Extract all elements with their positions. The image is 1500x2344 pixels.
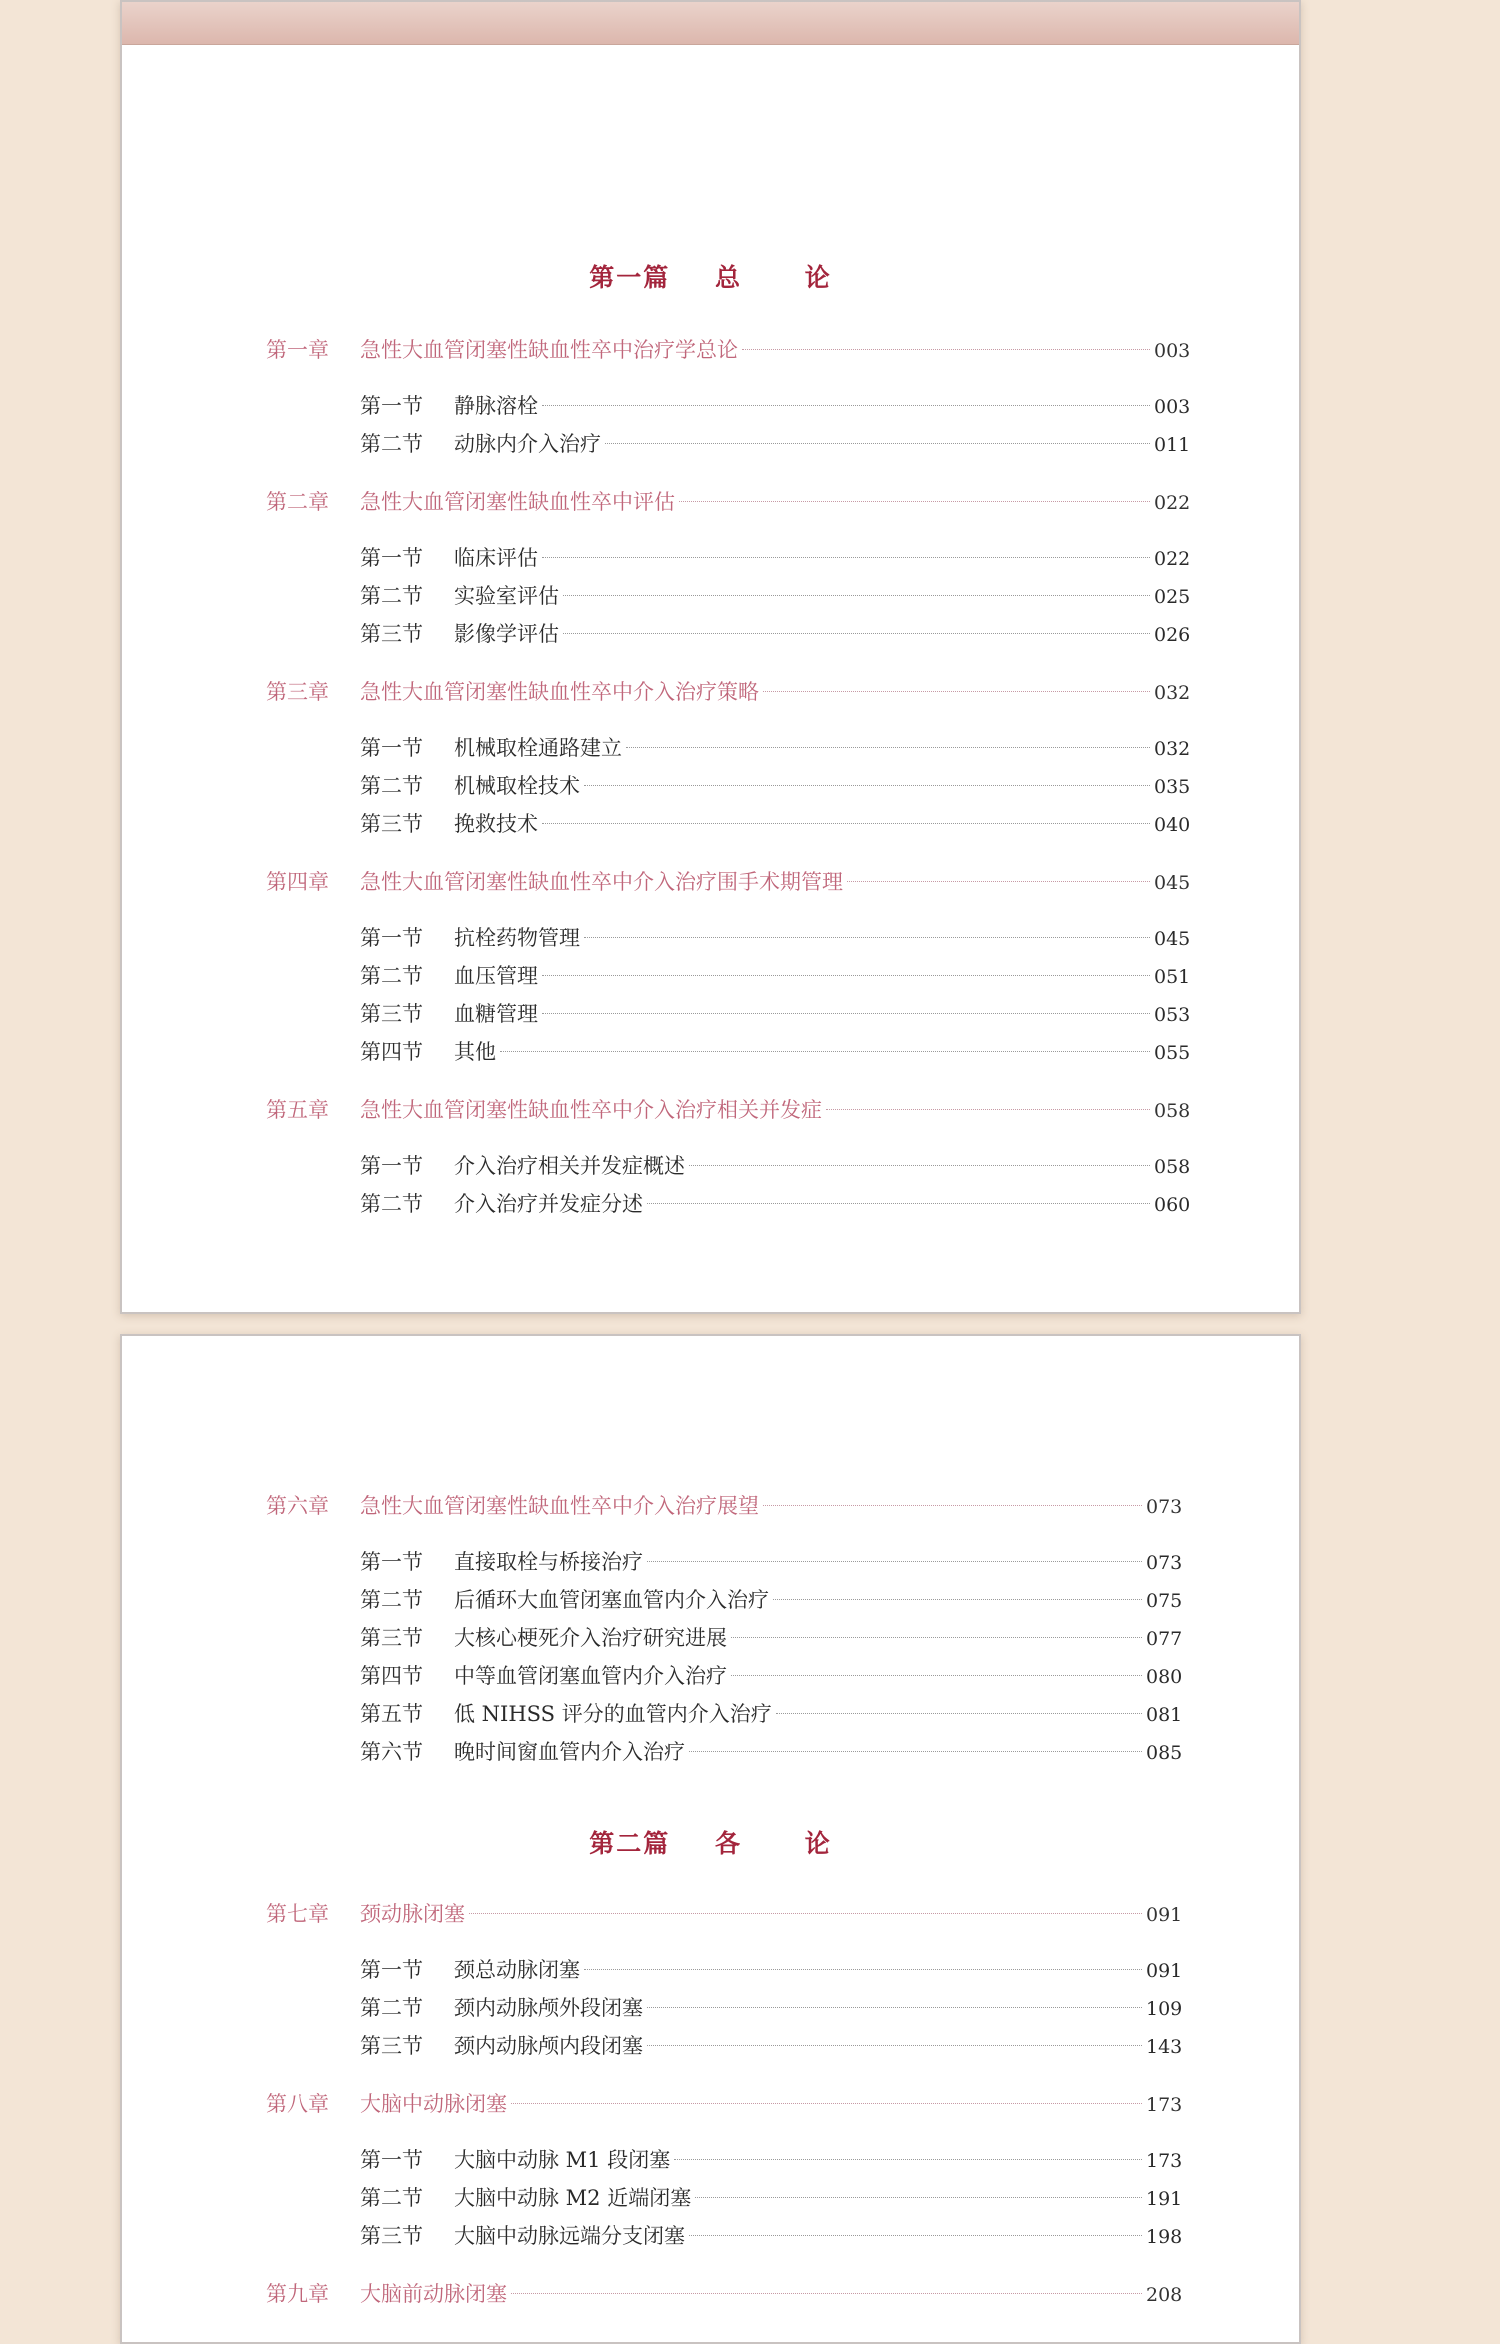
toc-section-row[interactable]	[360, 1620, 1183, 1656]
page-number: 053	[1154, 1004, 1191, 1026]
section-title: 大脑中动脉 M2 近端闭塞	[454, 2186, 692, 2210]
page-number: 143	[1146, 2036, 1183, 2058]
dot-leader	[695, 2196, 1142, 2198]
dot-leader	[763, 1504, 1142, 1506]
dot-leader	[469, 1912, 1142, 1914]
page-number: 022	[1154, 492, 1191, 514]
section-number: 第二节	[360, 584, 423, 608]
part-heading-number: 第二篇	[589, 1829, 671, 1858]
toc-page-1	[120, 0, 1301, 1314]
section-number: 第一节	[360, 394, 423, 418]
dot-leader	[763, 690, 1150, 692]
part-heading-2	[122, 1824, 1299, 1860]
dot-leader	[542, 556, 1150, 558]
page-number: 032	[1154, 682, 1191, 704]
part-heading-word-1: 各	[714, 1829, 742, 1858]
toc-section-row[interactable]	[360, 1658, 1183, 1694]
page-number: 003	[1154, 396, 1191, 418]
dot-leader	[511, 2102, 1142, 2104]
toc-section-row[interactable]	[360, 1952, 1183, 1988]
dot-leader	[647, 1202, 1150, 1204]
section-title: 静脉溶栓	[454, 394, 538, 418]
page-number: 003	[1154, 340, 1191, 362]
section-title: 颈内动脉颅外段闭塞	[454, 1996, 643, 2020]
toc-section-row[interactable]	[360, 2142, 1183, 2178]
toc-section-row[interactable]	[360, 1582, 1183, 1618]
dot-leader	[679, 500, 1150, 502]
page-number: 058	[1154, 1100, 1191, 1122]
section-title: 中等血管闭塞血管内介入治疗	[454, 1664, 727, 1688]
toc-section-row[interactable]	[360, 1034, 1191, 1070]
section-number: 第三节	[360, 1002, 423, 1026]
section-title: 影像学评估	[454, 622, 559, 646]
page-number: 058	[1154, 1156, 1191, 1178]
chapter-number: 第八章	[266, 2092, 329, 2116]
page-header-band	[122, 2, 1299, 45]
chapter-number: 第六章	[266, 1494, 329, 1518]
section-number: 第二节	[360, 432, 423, 456]
toc-section-row[interactable]	[360, 1696, 1183, 1732]
dot-leader	[511, 2292, 1142, 2294]
section-number: 第二节	[360, 1588, 423, 1612]
toc-section-row[interactable]	[360, 806, 1191, 842]
part-heading-word-1: 总	[714, 263, 742, 292]
chapter-title: 大脑前动脉闭塞	[360, 2282, 507, 2306]
dot-leader	[647, 1560, 1142, 1562]
toc-page-2	[120, 1334, 1301, 2344]
section-number: 第二节	[360, 964, 423, 988]
chapter-number: 第五章	[266, 1098, 329, 1122]
dot-leader	[563, 632, 1150, 634]
page-number: 040	[1154, 814, 1191, 836]
toc-chapter-row[interactable]	[266, 674, 1191, 710]
chapter-title: 急性大血管闭塞性缺血性卒中治疗学总论	[360, 338, 738, 362]
section-title: 介入治疗相关并发症概述	[454, 1154, 685, 1178]
toc-chapter-row[interactable]	[266, 1092, 1191, 1128]
page-number: 026	[1154, 624, 1191, 646]
toc-section-row[interactable]	[360, 958, 1191, 994]
dot-leader	[647, 2044, 1142, 2046]
toc-chapter-row[interactable]	[266, 2276, 1183, 2312]
section-title: 血糖管理	[454, 1002, 538, 1026]
chapter-title: 急性大血管闭塞性缺血性卒中评估	[360, 490, 675, 514]
chapter-title: 急性大血管闭塞性缺血性卒中介入治疗相关并发症	[360, 1098, 822, 1122]
dot-leader	[731, 1636, 1142, 1638]
section-title: 颈内动脉颅内段闭塞	[454, 2034, 643, 2058]
chapter-number: 第四章	[266, 870, 329, 894]
toc-section-row[interactable]	[360, 388, 1191, 424]
toc-section-row[interactable]	[360, 2028, 1183, 2064]
dot-leader	[647, 2006, 1142, 2008]
page-number: 073	[1146, 1552, 1183, 1574]
page-number: 191	[1146, 2188, 1183, 2210]
page-number: 073	[1146, 1496, 1183, 1518]
page-number: 109	[1146, 1998, 1183, 2020]
section-title: 颈总动脉闭塞	[454, 1958, 580, 1982]
chapter-number: 第七章	[266, 1902, 329, 1926]
part-heading-number: 第一篇	[589, 263, 671, 292]
section-title: 低 NIHSS 评分的血管内介入治疗	[454, 1702, 772, 1726]
page-number: 208	[1146, 2284, 1183, 2306]
section-number: 第四节	[360, 1040, 423, 1064]
section-number: 第六节	[360, 1740, 423, 1764]
chapter-title: 急性大血管闭塞性缺血性卒中介入治疗展望	[360, 1494, 759, 1518]
section-number: 第二节	[360, 1192, 423, 1216]
toc-section-row[interactable]	[360, 920, 1191, 956]
toc-chapter-row[interactable]	[266, 484, 1191, 520]
dot-leader	[826, 1108, 1150, 1110]
page-number: 060	[1154, 1194, 1191, 1216]
section-number: 第二节	[360, 1996, 423, 2020]
toc-chapter-row[interactable]	[266, 1488, 1183, 1524]
page-number: 091	[1146, 1904, 1183, 1926]
section-title: 大核心梗死介入治疗研究进展	[454, 1626, 727, 1650]
toc-chapter-row[interactable]	[266, 2086, 1183, 2122]
toc-section-row[interactable]	[360, 578, 1191, 614]
page-number: 173	[1146, 2094, 1183, 2116]
dot-leader	[563, 594, 1150, 596]
section-number: 第三节	[360, 622, 423, 646]
toc-chapter-row[interactable]	[266, 1896, 1183, 1932]
dot-leader	[689, 1164, 1150, 1166]
toc-section-row[interactable]	[360, 2180, 1183, 2216]
chapter-number: 第九章	[266, 2282, 329, 2306]
toc-section-row[interactable]	[360, 540, 1191, 576]
section-number: 第二节	[360, 774, 423, 798]
dot-leader	[731, 1674, 1142, 1676]
section-title: 动脉内介入治疗	[454, 432, 601, 456]
page-number: 075	[1146, 1590, 1183, 1612]
dot-leader	[674, 2158, 1142, 2160]
toc-section-row[interactable]	[360, 616, 1191, 652]
section-title: 机械取栓通路建立	[454, 736, 622, 760]
dot-leader	[584, 1968, 1142, 1970]
section-title: 大脑中动脉 M1 段闭塞	[454, 2148, 671, 2172]
chapter-number: 第二章	[266, 490, 329, 514]
chapter-title: 急性大血管闭塞性缺血性卒中介入治疗围手术期管理	[360, 870, 843, 894]
section-number: 第一节	[360, 736, 423, 760]
toc-section-row[interactable]	[360, 1734, 1183, 1770]
section-number: 第三节	[360, 2224, 423, 2248]
dot-leader	[542, 974, 1150, 976]
section-number: 第一节	[360, 1550, 423, 1574]
dot-leader	[542, 1012, 1150, 1014]
chapter-number: 第三章	[266, 680, 329, 704]
part-heading-word-2: 论	[804, 1829, 832, 1858]
toc-chapter-row[interactable]	[266, 864, 1191, 900]
page-number: 022	[1154, 548, 1191, 570]
section-number: 第三节	[360, 2034, 423, 2058]
page-number: 025	[1154, 586, 1191, 608]
section-number: 第一节	[360, 2148, 423, 2172]
section-number: 第三节	[360, 1626, 423, 1650]
section-number: 第一节	[360, 546, 423, 570]
chapter-title: 急性大血管闭塞性缺血性卒中介入治疗策略	[360, 680, 759, 704]
chapter-title: 大脑中动脉闭塞	[360, 2092, 507, 2116]
dot-leader	[605, 442, 1150, 444]
page-number: 055	[1154, 1042, 1191, 1064]
dot-leader	[773, 1598, 1142, 1600]
page-number: 085	[1146, 1742, 1183, 1764]
section-title: 大脑中动脉远端分支闭塞	[454, 2224, 685, 2248]
section-number: 第二节	[360, 2186, 423, 2210]
part-heading-1	[122, 258, 1299, 294]
dot-leader	[689, 2234, 1142, 2236]
page-number: 091	[1146, 1960, 1183, 1982]
page-number: 045	[1154, 928, 1191, 950]
dot-leader	[626, 746, 1150, 748]
toc-section-row[interactable]	[360, 1148, 1191, 1184]
toc-section-row[interactable]	[360, 1544, 1183, 1580]
toc-section-row[interactable]	[360, 1186, 1191, 1222]
section-title: 其他	[454, 1040, 496, 1064]
page-number: 035	[1154, 776, 1191, 798]
page-number: 045	[1154, 872, 1191, 894]
dot-leader	[584, 784, 1150, 786]
page-number: 080	[1146, 1666, 1183, 1688]
dot-leader	[542, 822, 1150, 824]
section-title: 后循环大血管闭塞血管内介入治疗	[454, 1588, 769, 1612]
section-title: 挽救技术	[454, 812, 538, 836]
toc-section-row[interactable]	[360, 768, 1191, 804]
dot-leader	[500, 1050, 1150, 1052]
page-number: 198	[1146, 2226, 1183, 2248]
section-number: 第五节	[360, 1702, 423, 1726]
section-number: 第三节	[360, 812, 423, 836]
section-title: 血压管理	[454, 964, 538, 988]
chapter-number: 第一章	[266, 338, 329, 362]
dot-leader	[542, 404, 1150, 406]
part-heading-word-2: 论	[804, 263, 832, 292]
page-number: 011	[1154, 434, 1191, 456]
page-number: 051	[1154, 966, 1191, 988]
section-number: 第一节	[360, 1958, 423, 1982]
toc-section-row[interactable]	[360, 1990, 1183, 2026]
page-number: 032	[1154, 738, 1191, 760]
section-title: 抗栓药物管理	[454, 926, 580, 950]
dot-leader	[584, 936, 1150, 938]
section-title: 直接取栓与桥接治疗	[454, 1550, 643, 1574]
page-number: 173	[1146, 2150, 1183, 2172]
chapter-title: 颈动脉闭塞	[360, 1902, 465, 1926]
toc-section-row[interactable]	[360, 426, 1191, 462]
toc-section-row[interactable]	[360, 2218, 1183, 2254]
section-title: 介入治疗并发症分述	[454, 1192, 643, 1216]
dot-leader	[776, 1712, 1142, 1714]
toc-section-row[interactable]	[360, 996, 1191, 1032]
toc-chapter-row[interactable]	[266, 332, 1191, 368]
toc-section-row[interactable]	[360, 730, 1191, 766]
section-title: 实验室评估	[454, 584, 559, 608]
section-number: 第一节	[360, 1154, 423, 1178]
section-title: 临床评估	[454, 546, 538, 570]
dot-leader	[689, 1750, 1142, 1752]
section-title: 机械取栓技术	[454, 774, 580, 798]
page-number: 077	[1146, 1628, 1183, 1650]
dot-leader	[847, 880, 1150, 882]
page-number: 081	[1146, 1704, 1183, 1726]
section-number: 第四节	[360, 1664, 423, 1688]
dot-leader	[742, 348, 1150, 350]
section-title: 晚时间窗血管内介入治疗	[454, 1740, 685, 1764]
section-number: 第一节	[360, 926, 423, 950]
